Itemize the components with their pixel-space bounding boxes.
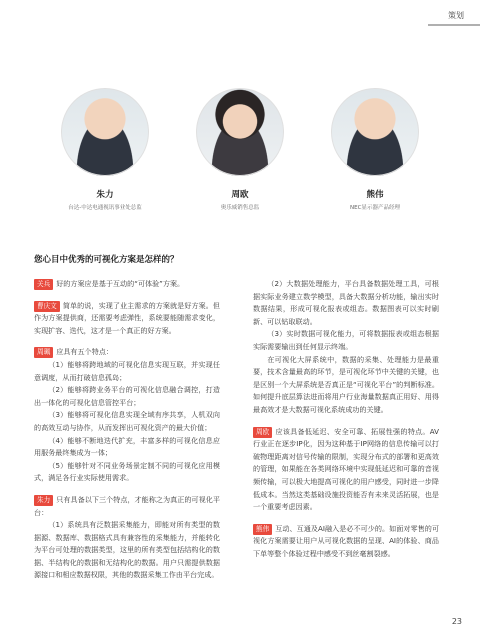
person-card-zhou-ou xyxy=(165,88,315,211)
avatar xyxy=(331,88,419,176)
paragraph: 好的方案应是基于互动的“可体验”方案。 xyxy=(56,279,185,288)
right-column xyxy=(253,278,439,560)
person-name: 熊伟 xyxy=(366,190,384,200)
person-card-xiong-wei xyxy=(300,88,450,211)
paragraph: （3）能够将可视化信息实现全域有序共享，人机双向的高效互动与协作，从而发挥出可视化资产的最大价值； xyxy=(34,410,220,432)
paragraph: 在可视化大屏系统中，数据的采集、处理能力是最重要，技术含量最高的环节，是可视化环节中关键的关键，也是区别一个大屏系统是否真正是“可视化平台”的判断标准。如何提升底层算法进而将用户行业海量数据真正用好、用得最高效才是大数据可视化系统成功的关键。 xyxy=(253,354,439,414)
person-name: 周欧 xyxy=(231,190,249,200)
paragraph: （2）大数据处理能力，平台具备数据处理工具，可根据实际业务建立数学模型，具备大数据分析功能，输出实时数据结果，形成可视化报表或组态。数据图表可以实时刷新、可以钻取联动。 xyxy=(253,279,439,326)
paragraph: （4）能够不断地迭代扩充，丰富多样的可视化信息应用服务最终集成为一体； xyxy=(34,435,220,458)
speaker-badge: 朱力 xyxy=(34,495,53,506)
section-label: 策划 xyxy=(448,11,464,20)
paragraph: 应该具备低延迟、安全可靠、拓展性强的特点。AV行业正在逐步IP化，因为这种基于IP网络的信息传输可以打破物理距离对信号传输的限制，实现分布式的部署和更高效的管理，如果能在各类网络环境中实现低延迟和可靠的音视频传输，可以极大地提高可视化的用户感受，同时进一步降低成本。当然这类基础设施投资能否有未来灵活拓展，也是一个重要考虑因素。 xyxy=(253,426,439,512)
paragraph: （3）实时数据可视化能力，可将数据报表或组态根据实际需要输出到任何显示终端。 xyxy=(253,329,439,351)
person-card-zhu-li xyxy=(30,88,180,211)
speaker-badge: 周珮 xyxy=(34,347,53,358)
section-question: 您心目中优秀的可视化方案是怎样的？ xyxy=(34,255,179,265)
speaker-badge: 熊伟 xyxy=(253,524,272,535)
paragraph: （2）能够将跨业务平台的可视化信息融合调控，打造出一体化的可视化信息管控平台； xyxy=(34,385,220,407)
paragraph: （1）系统具有泛数据采集能力，即能对所有类型的数据源、数据库、数据格式具有兼容性的采集能力，并能转化为平台可处理的数据类型，这里的所有类型包括结构化的数据、半结构化的数据和无结构化的数据。用户只需提供数据源接口和相应数据权限，其他的数据采集工作由平台完成。 xyxy=(34,520,220,580)
paragraph: （5）能够针对不同业务场景定制不同的可视化应用模式，满足各行业实际使用需求。 xyxy=(34,460,220,483)
avatar xyxy=(196,88,284,176)
person-title: NEC显示器产品经理 xyxy=(350,205,400,211)
person-title: 奥乐威销售总监 xyxy=(220,205,260,211)
paragraph: （1）能够将跨地域的可视化信息实现互联，并实现任意调度，从而打破信息孤岛； xyxy=(34,359,220,382)
paragraph: 简单的说，实现了业主需求的方案就是好方案。但作为方案提供商，还需要考虑弹性，系统要能随需求变化，实现扩容、迭代，这才是一个真正的好方案。 xyxy=(34,300,220,335)
paragraph: 只有具备以下三个特点，才能称之为真正的可视化平台： xyxy=(34,494,220,517)
person-name: 朱力 xyxy=(96,190,114,200)
person-title: 台达-中达电通视讯事业处总监 xyxy=(68,205,142,211)
avatar xyxy=(61,88,149,176)
left-column xyxy=(34,278,220,582)
paragraph: 应具有五个特点： xyxy=(56,347,113,357)
section-rule xyxy=(428,24,480,26)
speaker-badge: 周欧 xyxy=(253,427,272,438)
page-number: 23 xyxy=(451,617,462,626)
speaker-badge: 关兵 xyxy=(34,279,53,290)
paragraph: 互动、互通及AI融入是必不可少的。如面对零售的可视化方案需要让用户从可视化数据的呈现、AI的体验、商品下单等整个体验过程中感受不到丝毫割裂感。 xyxy=(253,523,439,558)
speaker-badge: 曹庆文 xyxy=(34,301,60,312)
